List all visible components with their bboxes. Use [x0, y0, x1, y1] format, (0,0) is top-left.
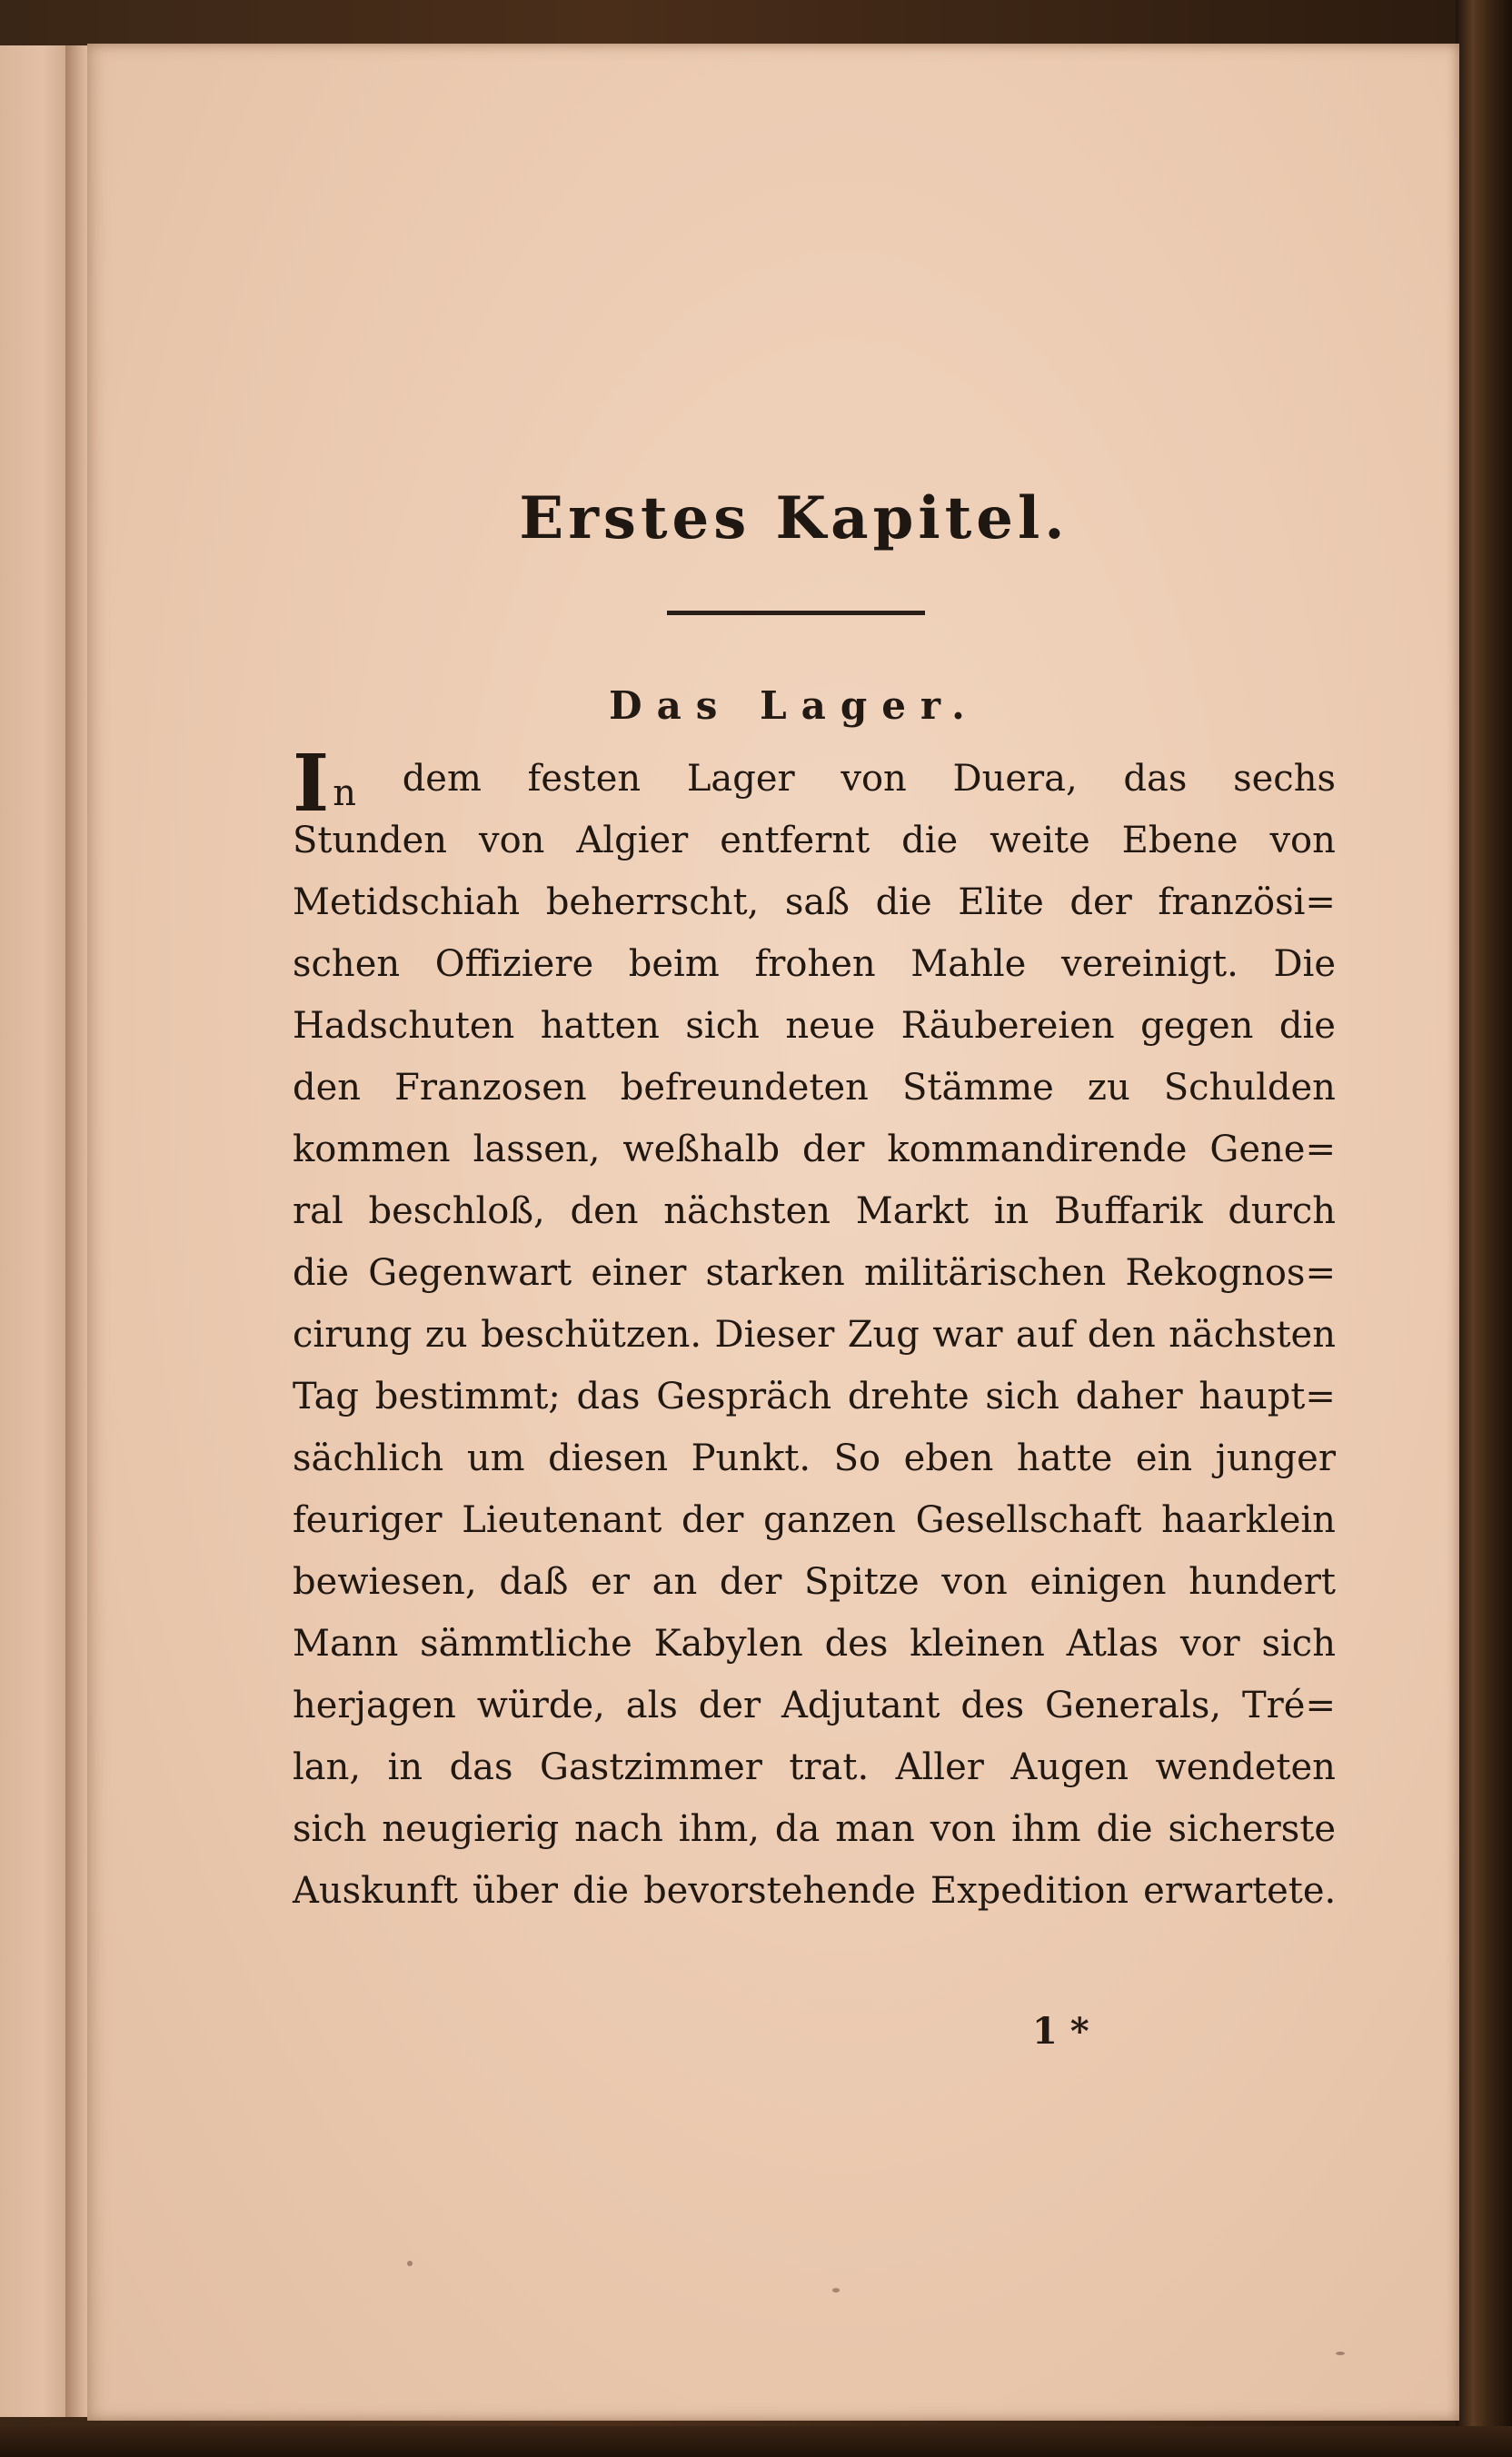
text-line: Auskunft über die bevorstehende Expedition erwartete.	[293, 1870, 1337, 1912]
text-line: kommen lassen, weßhalb der kommandirende Gene=	[293, 1129, 1336, 1170]
text-line: lan, in das Gastzimmer trat. Aller Augen wendeten	[293, 1746, 1336, 1788]
title-rule	[667, 611, 925, 615]
text-line: herjagen würde, als der Adjutant des Generals, Tré=	[293, 1685, 1336, 1726]
paper-fleck	[407, 2261, 413, 2266]
text-line: Hadschuten hatten sich neue Räubereien gegen die	[293, 1005, 1336, 1047]
text-line: Metidschiah beherrscht, saß die Elite der französi=	[293, 881, 1336, 923]
right-page	[87, 44, 1459, 2421]
text-line: Stunden von Algier entfernt die weite Ebene von	[293, 820, 1336, 861]
text-line: sich neugierig nach ihm, da man von ihm die sicherste	[293, 1808, 1336, 1850]
text-line: Mann sämmtliche Kabylen des kleinen Atlas vor sich	[293, 1623, 1336, 1665]
section-title: Das Lager.	[609, 683, 980, 728]
text-line: bewiesen, daß er an der Spitze von einigen hundert	[293, 1561, 1336, 1603]
paper-fleck	[1336, 2352, 1345, 2355]
body-text	[293, 738, 1337, 1922]
cover-edge-right	[1456, 0, 1512, 2457]
text-line: den Franzosen befreundeten Stämme zu Schulden	[293, 1067, 1336, 1109]
text-line: feuriger Lieutenant der ganzen Gesellschaft haarklein	[293, 1499, 1336, 1541]
text-line: die Gegenwart einer starken militärischen Rekognos=	[293, 1252, 1336, 1294]
text-line: schen Offiziere beim frohen Mahle vereinigt. Die	[293, 943, 1336, 985]
text-line: In dem festen Lager von Duera, das sechs	[293, 738, 1336, 830]
cover-edge-bottom	[0, 2426, 1512, 2457]
text-line: cirung zu beschützen. Dieser Zug war auf den nächsten	[293, 1314, 1336, 1356]
paper-fleck	[832, 2288, 840, 2293]
chapter-title: Erstes Kapitel.	[519, 484, 1069, 552]
page-signature: 1 *	[1032, 2010, 1089, 2053]
text-line: sächlich um diesen Punkt. So eben hatte ein junger	[293, 1437, 1336, 1479]
text-line: ral beschloß, den nächsten Markt in Buffarik durch	[293, 1190, 1336, 1232]
text-line: Tag bestimmt; das Gespräch drehte sich daher haupt=	[293, 1376, 1336, 1418]
